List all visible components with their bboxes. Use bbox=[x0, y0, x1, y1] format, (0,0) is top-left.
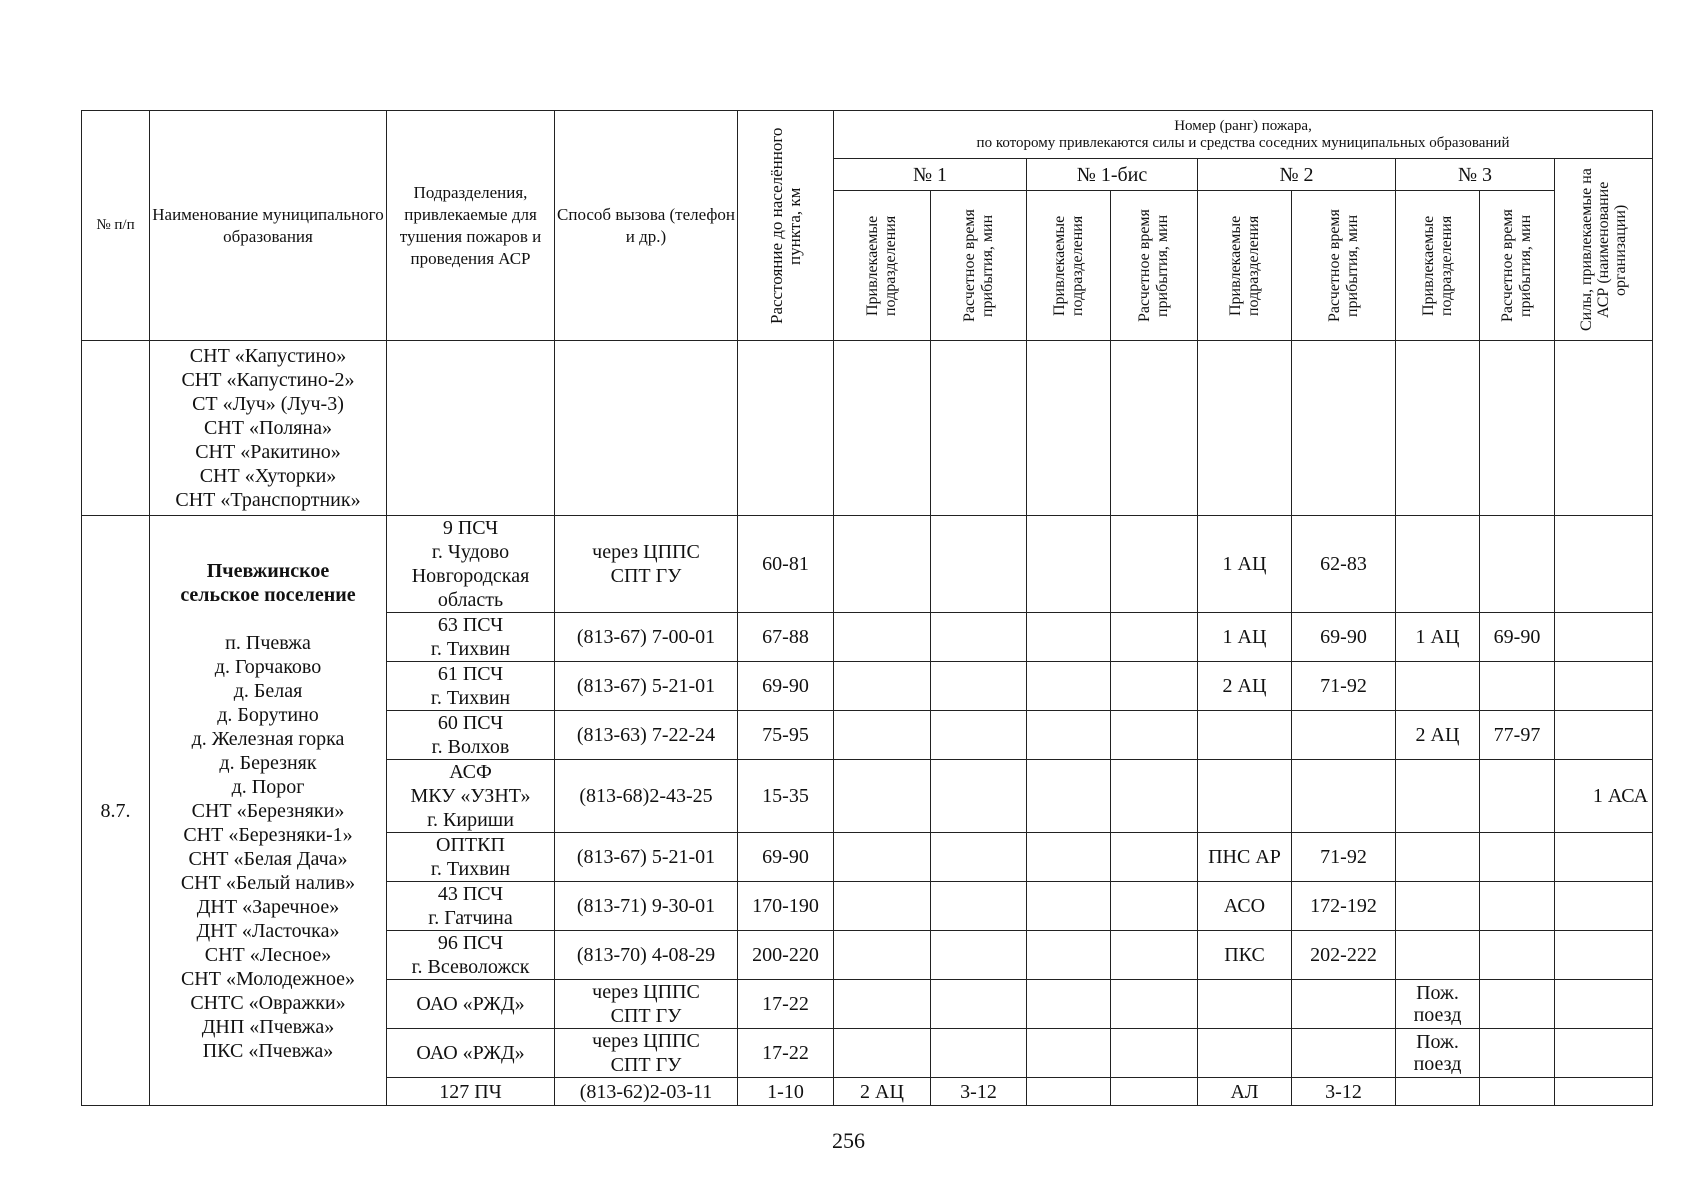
call-cell bbox=[555, 1078, 738, 1106]
cell-r1bt bbox=[1111, 516, 1198, 613]
cell-r1u bbox=[834, 833, 931, 882]
cell-r3t bbox=[1480, 980, 1555, 1029]
cell-r1u bbox=[834, 662, 931, 711]
cell-r2t bbox=[1292, 760, 1396, 833]
cell-r1bu bbox=[1027, 882, 1111, 931]
cell-r2t: 69-90 bbox=[1292, 613, 1396, 662]
cell-asr bbox=[1555, 613, 1653, 662]
empty-cell bbox=[738, 341, 834, 516]
cell-r1bt bbox=[1111, 760, 1198, 833]
header-r1-units-text: Привлекаемые подразделения bbox=[864, 215, 899, 316]
cell-r2t: 202-222 bbox=[1292, 931, 1396, 980]
continued-settlement: СНТ «Ракитино» bbox=[195, 441, 341, 463]
cell-r1t bbox=[931, 760, 1027, 833]
settlement-name: д. Борутино bbox=[217, 703, 319, 726]
unit-text: г. Кириши bbox=[427, 809, 514, 831]
cell-r1u bbox=[834, 980, 931, 1029]
call-cell bbox=[555, 931, 738, 980]
cell-r1bt bbox=[1111, 613, 1198, 662]
header-rank-3: № 3 bbox=[1396, 159, 1555, 191]
call-cell bbox=[555, 662, 738, 711]
call-cell bbox=[555, 516, 738, 613]
header-r3-time-text: Расчетное время прибытия, мин bbox=[1499, 209, 1534, 322]
settlement-name: СНТ «Березняки» bbox=[191, 799, 345, 822]
empty-cell bbox=[387, 341, 555, 516]
cell-r3u: Пож. поезд bbox=[1396, 1029, 1480, 1078]
settlement-name: ПКС «Пчевжа» bbox=[202, 1039, 334, 1062]
cell-r2t: 3-12 bbox=[1292, 1078, 1396, 1106]
header-rank-1: № 1 bbox=[834, 159, 1027, 191]
unit-text: г. Чудово bbox=[431, 541, 510, 563]
cell-r1u bbox=[834, 516, 931, 613]
continued-settlement: СТ «Луч» (Луч-3) bbox=[192, 393, 344, 415]
cell-r2u bbox=[1198, 1029, 1292, 1078]
cell-r1bu bbox=[1027, 980, 1111, 1029]
unit-cell bbox=[387, 1078, 555, 1106]
cell-r1t bbox=[931, 662, 1027, 711]
cell-r1bu bbox=[1027, 1029, 1111, 1078]
cell-r1bu bbox=[1027, 516, 1111, 613]
unit-text: Новгородская bbox=[411, 565, 530, 587]
cell-r1u bbox=[834, 1029, 931, 1078]
cell-r3u bbox=[1396, 662, 1480, 711]
call-text: (813-63) 7-22-24 bbox=[576, 724, 716, 746]
unit-text: 127 ПЧ bbox=[439, 1080, 502, 1103]
call-cell bbox=[555, 833, 738, 882]
empty-cell bbox=[1480, 341, 1555, 516]
cell-r3u bbox=[1396, 833, 1480, 882]
settlement-name: СНТ «Лесное» bbox=[204, 943, 332, 966]
call-text: (813-67) 5-21-01 bbox=[576, 675, 716, 697]
cell-r2u bbox=[1198, 760, 1292, 833]
call-text: (813-68)2-43-25 bbox=[579, 785, 713, 807]
settlement-name: СНТ «Белая Дача» bbox=[188, 847, 348, 870]
cell-r1u bbox=[834, 760, 931, 833]
unit-cell bbox=[387, 980, 555, 1029]
empty-cell bbox=[1555, 341, 1653, 516]
cell-r1t bbox=[931, 711, 1027, 760]
empty-cell bbox=[1111, 341, 1198, 516]
cell-r2u: ПНС АР bbox=[1198, 833, 1292, 882]
header-rank-title-1: Номер (ранг) пожара, bbox=[1174, 117, 1312, 134]
header-r1-time-text: Расчетное время прибытия, мин bbox=[960, 209, 996, 322]
call-cell bbox=[555, 1029, 738, 1078]
cell-r2u bbox=[1198, 711, 1292, 760]
header-rank-title-2: по которому привлекаются силы и средства соседних муниципальных образований bbox=[976, 134, 1510, 151]
settlement-name: ДНТ «Заречное» bbox=[196, 895, 340, 918]
header-r2-time bbox=[1292, 191, 1396, 341]
unit-text: 61 ПСЧ bbox=[437, 663, 504, 685]
settlement-name: д. Горчаково bbox=[214, 655, 322, 678]
call-text: (813-67) 5-21-01 bbox=[576, 846, 716, 868]
cell-dist: 200-220 bbox=[738, 931, 834, 980]
page-number: 256 bbox=[832, 1128, 865, 1153]
cell-asr bbox=[1555, 662, 1653, 711]
header-distance-text: Расстояние до населённого пункта, км bbox=[766, 127, 804, 324]
cell-r1bt bbox=[1111, 1078, 1198, 1106]
unit-text: г. Тихвин bbox=[430, 638, 511, 660]
empty-cell bbox=[931, 341, 1027, 516]
section-title: Пчевжинское bbox=[206, 559, 330, 582]
cell-r1u bbox=[834, 882, 931, 931]
cell-r2u: 2 АЦ bbox=[1198, 662, 1292, 711]
cell-asr bbox=[1555, 1078, 1653, 1106]
continued-settlement: СНТ «Капустино» bbox=[189, 345, 347, 367]
unit-text: ОАО «РЖД» bbox=[416, 993, 525, 1015]
cell-r3u bbox=[1396, 882, 1480, 931]
header-r1b-time bbox=[1111, 191, 1198, 341]
settlement-name: СНТ «Белый налив» bbox=[180, 871, 356, 894]
table-row bbox=[82, 516, 1653, 613]
header-r3-time bbox=[1480, 191, 1555, 341]
unit-cell bbox=[387, 711, 555, 760]
call-text: (813-62)2-03-11 bbox=[579, 1080, 713, 1103]
unit-cell bbox=[387, 882, 555, 931]
continued-settlement: СНТ «Капустино-2» bbox=[181, 369, 355, 391]
cell-asr: 1 АСА bbox=[1555, 760, 1653, 833]
cell-dist: 1-10 bbox=[738, 1078, 834, 1106]
unit-text: г. Тихвин bbox=[430, 858, 511, 880]
continued-settlement: СНТ «Транспортник» bbox=[175, 489, 361, 511]
cell-r2u bbox=[1198, 980, 1292, 1029]
cell-r1t bbox=[931, 613, 1027, 662]
cell-r2t bbox=[1292, 980, 1396, 1029]
settlement-name: ДНТ «Ласточка» bbox=[196, 919, 340, 942]
unit-cell bbox=[387, 516, 555, 613]
cell-r2t: 62-83 bbox=[1292, 516, 1396, 613]
header-r2-time-text: Расчетное время прибытия, мин bbox=[1325, 209, 1361, 322]
call-text: СПТ ГУ bbox=[610, 1005, 682, 1027]
header-asr-text: Силы, привлекаемые на АСР (наименование организации) bbox=[1578, 168, 1630, 331]
cell-asr bbox=[1555, 833, 1653, 882]
cell-dist: 60-81 bbox=[738, 516, 834, 613]
cell-dist: 170-190 bbox=[738, 882, 834, 931]
cell-dist: 75-95 bbox=[738, 711, 834, 760]
settlement-name: д. Порог bbox=[231, 775, 305, 798]
cell-r1t bbox=[931, 833, 1027, 882]
cell-r2u: АСО bbox=[1198, 882, 1292, 931]
cell-r1bu bbox=[1027, 833, 1111, 882]
unit-cell bbox=[387, 1029, 555, 1078]
settlement-name: д. Железная горка bbox=[191, 727, 345, 750]
header-asr bbox=[1555, 159, 1653, 341]
unit-text: АСФ bbox=[449, 761, 492, 783]
settlement-name: СНТ «Березняки-1» bbox=[183, 823, 353, 846]
cell-dist: 17-22 bbox=[738, 1029, 834, 1078]
cell-r1u bbox=[834, 931, 931, 980]
header-rank-2: № 2 bbox=[1198, 159, 1396, 191]
settlement-name: д. Белая bbox=[233, 679, 303, 702]
unit-text: 63 ПСЧ bbox=[437, 614, 504, 636]
cell-r2t: 71-92 bbox=[1292, 662, 1396, 711]
cell-r1u bbox=[834, 711, 931, 760]
cell-r1t bbox=[931, 980, 1027, 1029]
header-units: Подразделения, привлекаемые для тушения пожаров и проведения АСР bbox=[387, 111, 555, 341]
unit-text: 60 ПСЧ bbox=[437, 712, 504, 734]
header-rank-group bbox=[834, 111, 1653, 159]
unit-text: 9 ПСЧ bbox=[442, 517, 499, 539]
unit-text: г. Тихвин bbox=[430, 687, 511, 709]
header-call: Способ вызова (телефон и др.) bbox=[555, 111, 738, 341]
cell-r3t bbox=[1480, 833, 1555, 882]
settlement-name: ДНП «Пчевжа» bbox=[201, 1015, 335, 1038]
cell-r3u bbox=[1396, 931, 1480, 980]
cell-asr bbox=[1555, 1029, 1653, 1078]
cell-r1t bbox=[931, 1029, 1027, 1078]
cell-asr bbox=[1555, 882, 1653, 931]
header-r1-time bbox=[931, 191, 1027, 341]
cell-asr bbox=[1555, 931, 1653, 980]
continued-settlement: СНТ «Хуторки» bbox=[199, 465, 337, 487]
cell-r2u: АЛ bbox=[1198, 1078, 1292, 1106]
header-r1-units bbox=[834, 191, 931, 341]
cell-r2t: 71-92 bbox=[1292, 833, 1396, 882]
cell-r1bu bbox=[1027, 1078, 1111, 1106]
call-cell bbox=[555, 980, 738, 1029]
cell-r1bt bbox=[1111, 882, 1198, 931]
unit-text: МКУ «УЗНТ» bbox=[410, 785, 531, 807]
cell-dist: 69-90 bbox=[738, 662, 834, 711]
cell-r3t bbox=[1480, 931, 1555, 980]
section-title: сельское поселение bbox=[180, 583, 356, 606]
unit-text: г. Волхов bbox=[431, 736, 510, 758]
empty-cell bbox=[1027, 341, 1111, 516]
unit-cell bbox=[387, 760, 555, 833]
cell-r1bt bbox=[1111, 833, 1198, 882]
cell-r3t: 69-90 bbox=[1480, 613, 1555, 662]
fire-forces-table bbox=[81, 110, 1653, 1106]
cell-r1t bbox=[931, 931, 1027, 980]
cell-r3u: Пож. поезд bbox=[1396, 980, 1480, 1029]
call-cell bbox=[555, 882, 738, 931]
header-name: Наименование муниципального образования bbox=[150, 111, 387, 341]
cell-r3t bbox=[1480, 882, 1555, 931]
spacer bbox=[152, 607, 384, 631]
continuation-names bbox=[150, 341, 387, 516]
cell-asr bbox=[1555, 516, 1653, 613]
cell-r3t bbox=[1480, 662, 1555, 711]
cell-dist: 69-90 bbox=[738, 833, 834, 882]
empty-cell bbox=[834, 341, 931, 516]
cell-r2u: ПКС bbox=[1198, 931, 1292, 980]
header-rank-1bis: № 1-бис bbox=[1027, 159, 1198, 191]
cell-asr bbox=[1555, 711, 1653, 760]
cell-r1t bbox=[931, 882, 1027, 931]
header-distance bbox=[738, 111, 834, 341]
call-text: СПТ ГУ bbox=[610, 565, 682, 587]
cell-r2t bbox=[1292, 711, 1396, 760]
cell-r3t bbox=[1480, 1078, 1555, 1106]
call-text: через ЦППС bbox=[592, 981, 700, 1003]
cell-r3u bbox=[1396, 760, 1480, 833]
header-r1b-units bbox=[1027, 191, 1111, 341]
cell-r1bt bbox=[1111, 931, 1198, 980]
cell-r3u: 1 АЦ bbox=[1396, 613, 1480, 662]
cell-r3t bbox=[1480, 760, 1555, 833]
cell-r1bu bbox=[1027, 931, 1111, 980]
cell-r1bt bbox=[1111, 711, 1198, 760]
unit-text: 96 ПСЧ bbox=[437, 932, 504, 954]
cell-r1bu bbox=[1027, 662, 1111, 711]
unit-text: ОАО «РЖД» bbox=[416, 1042, 525, 1064]
cell-r1bu bbox=[1027, 613, 1111, 662]
cell-r1u: 2 АЦ bbox=[834, 1078, 931, 1106]
empty-cell bbox=[1292, 341, 1396, 516]
header-r3-units-text: Привлекаемые подразделения bbox=[1419, 215, 1455, 316]
cell-r3u bbox=[1396, 516, 1480, 613]
unit-cell bbox=[387, 833, 555, 882]
cell-dist: 15-35 bbox=[738, 760, 834, 833]
unit-text: область bbox=[437, 589, 504, 611]
header-r2-units-text: Привлекаемые подразделения bbox=[1226, 215, 1262, 316]
unit-text: г. Гатчина bbox=[428, 907, 513, 929]
continued-settlement: СНТ «Поляна» bbox=[204, 417, 332, 439]
settlement-name: СНТС «Овражки» bbox=[190, 991, 346, 1014]
unit-cell bbox=[387, 613, 555, 662]
cell-r3t bbox=[1480, 1029, 1555, 1078]
cell-r1bt bbox=[1111, 1029, 1198, 1078]
cell-r2t bbox=[1292, 1029, 1396, 1078]
cell-r2u: 1 АЦ bbox=[1198, 613, 1292, 662]
empty-cell bbox=[555, 341, 738, 516]
unit-cell bbox=[387, 662, 555, 711]
cell-r1t bbox=[931, 516, 1027, 613]
call-text: через ЦППС bbox=[592, 1030, 700, 1052]
cell-r2t: 172-192 bbox=[1292, 882, 1396, 931]
settlement-name: п. Пчевжа bbox=[225, 631, 311, 654]
unit-text: г. Всеволожск bbox=[411, 956, 530, 978]
cell-r1bt bbox=[1111, 980, 1198, 1029]
continuation-num bbox=[82, 341, 150, 516]
empty-cell bbox=[1396, 341, 1480, 516]
cell-r1u bbox=[834, 613, 931, 662]
cell-r1t: 3-12 bbox=[931, 1078, 1027, 1106]
section-name-cell bbox=[150, 516, 387, 1106]
call-text: (813-71) 9-30-01 bbox=[576, 895, 716, 917]
call-text: (813-67) 7-00-01 bbox=[576, 626, 716, 648]
cell-r2u: 1 АЦ bbox=[1198, 516, 1292, 613]
settlement-name: д. Березняк bbox=[219, 751, 317, 774]
cell-r3t bbox=[1480, 516, 1555, 613]
call-cell bbox=[555, 760, 738, 833]
cell-r3u bbox=[1396, 1078, 1480, 1106]
header-r3-units bbox=[1396, 191, 1480, 341]
cell-r1bu bbox=[1027, 711, 1111, 760]
cell-r3t: 77-97 bbox=[1480, 711, 1555, 760]
header-r1b-time-text: Расчетное время прибытия, мин bbox=[1136, 209, 1171, 322]
unit-text: ОПТКП bbox=[436, 834, 505, 856]
empty-cell bbox=[1198, 341, 1292, 516]
call-text: СПТ ГУ bbox=[610, 1054, 682, 1076]
section-number: 8.7. bbox=[82, 516, 150, 1106]
cell-asr bbox=[1555, 980, 1653, 1029]
call-cell bbox=[555, 613, 738, 662]
header-row-1 bbox=[82, 111, 1653, 159]
cell-r1bu bbox=[1027, 760, 1111, 833]
call-cell bbox=[555, 711, 738, 760]
cell-dist: 67-88 bbox=[738, 613, 834, 662]
settlement-name: СНТ «Молодежное» bbox=[180, 967, 356, 990]
header-num: № п/п bbox=[82, 111, 150, 341]
cell-dist: 17-22 bbox=[738, 980, 834, 1029]
cell-r3u: 2 АЦ bbox=[1396, 711, 1480, 760]
header-r1b-units-text: Привлекаемые подразделения bbox=[1050, 215, 1086, 316]
cell-r1bt bbox=[1111, 662, 1198, 711]
continuation-row bbox=[82, 341, 1653, 516]
call-text: через ЦППС bbox=[592, 541, 700, 563]
header-r2-units bbox=[1198, 191, 1292, 341]
unit-text: 43 ПСЧ bbox=[437, 883, 504, 905]
call-text: (813-70) 4-08-29 bbox=[576, 944, 716, 966]
unit-cell bbox=[387, 931, 555, 980]
